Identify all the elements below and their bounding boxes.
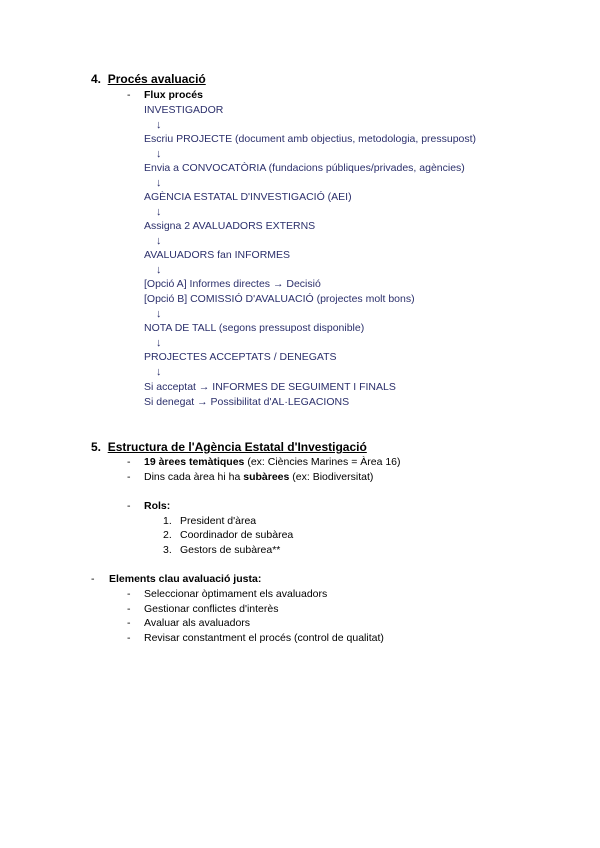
- list-item: [144, 456, 401, 469]
- bullet-dash: -: [127, 617, 131, 629]
- section-4-heading: [91, 72, 206, 86]
- down-arrow-icon: ↓: [156, 177, 162, 189]
- rols-title: Rols:: [144, 500, 171, 512]
- bullet-dash: -: [127, 588, 131, 600]
- down-arrow-icon: ↓: [156, 264, 162, 276]
- flow-step: NOTA DE TALL (segons pressupost disponible): [144, 322, 365, 334]
- section-4-title: Procés avaluació: [107, 72, 206, 86]
- subareas-example: (ex: Biodiversitat): [289, 471, 374, 483]
- flow-step: [Opció B] COMISSIÓ D'AVALUACIÓ (projectes molt bons): [144, 293, 415, 305]
- flow-step: Si denegat → Possibilitat d'AL·LEGACIONS: [144, 396, 350, 408]
- flow-step: [Opció A] Informes directes → Decisió: [144, 278, 321, 290]
- down-arrow-icon: ↓: [156, 119, 162, 131]
- flow-step: Escriu PROJECTE (document amb objectius, metodologia, pressupost): [144, 133, 477, 145]
- bullet-dash: -: [127, 471, 131, 483]
- down-arrow-icon: ↓: [156, 148, 162, 160]
- bullet-dash: -: [127, 500, 131, 512]
- flow-step: PROJECTES ACCEPTATS / DENEGATS: [144, 351, 337, 363]
- role-item: Coordinador de subàrea: [180, 529, 294, 541]
- list-number: 1.: [163, 515, 172, 527]
- bullet-dash: -: [127, 89, 131, 101]
- down-arrow-icon: ↓: [156, 206, 162, 218]
- list-item: Seleccionar òptimament els avaluadors: [144, 588, 328, 600]
- list-item: [144, 471, 373, 484]
- flow-step: Si acceptat → INFORMES DE SEGUIMENT I FINALS: [144, 381, 396, 393]
- down-arrow-icon: ↓: [156, 235, 162, 247]
- down-arrow-icon: ↓: [156, 366, 162, 378]
- section-5-number: 5.: [91, 440, 102, 454]
- areas-example: (ex: Ciències Marines = Àrea 16): [244, 456, 401, 468]
- section-4-number: 4.: [91, 72, 102, 86]
- bullet-dash: -: [91, 573, 95, 585]
- role-item: Gestors de subàrea**: [180, 544, 281, 556]
- down-arrow-icon: ↓: [156, 337, 162, 349]
- list-item: Gestionar conflictes d'interès: [144, 603, 279, 615]
- flow-step: Assigna 2 AVALUADORS EXTERNS: [144, 220, 316, 232]
- role-item: President d'àrea: [180, 515, 257, 527]
- bullet-dash: -: [127, 632, 131, 644]
- flow-step: AVALUADORS fan INFORMES: [144, 249, 291, 261]
- list-number: 3.: [163, 544, 172, 556]
- flow-step: AGÈNCIA ESTATAL D'INVESTIGACIÓ (AEI): [144, 191, 352, 203]
- down-arrow-icon: ↓: [156, 308, 162, 320]
- list-number: 2.: [163, 529, 172, 541]
- elements-title: Elements clau avaluació justa:: [109, 573, 262, 585]
- list-item: Avaluar als avaluadors: [144, 617, 251, 629]
- section-5-title: Estructura de l'Agència Estatal d'Investigació: [107, 440, 367, 454]
- bullet-dash: -: [127, 456, 131, 468]
- bullet-dash: -: [127, 603, 131, 615]
- subareas-bold: subàrees: [243, 471, 290, 483]
- flux-title: Flux procés: [144, 89, 203, 101]
- subareas-pre: Dins cada àrea hi ha: [144, 471, 244, 483]
- list-item: Revisar constantment el procés (control de qualitat): [144, 632, 384, 644]
- areas-count: 19 àrees temàtiques: [144, 456, 245, 468]
- flow-step: Envia a CONVOCATÒRIA (fundacions públiques/privades, agències): [144, 162, 465, 174]
- flow-step: INVESTIGADOR: [144, 104, 224, 116]
- section-5-heading: [91, 440, 367, 454]
